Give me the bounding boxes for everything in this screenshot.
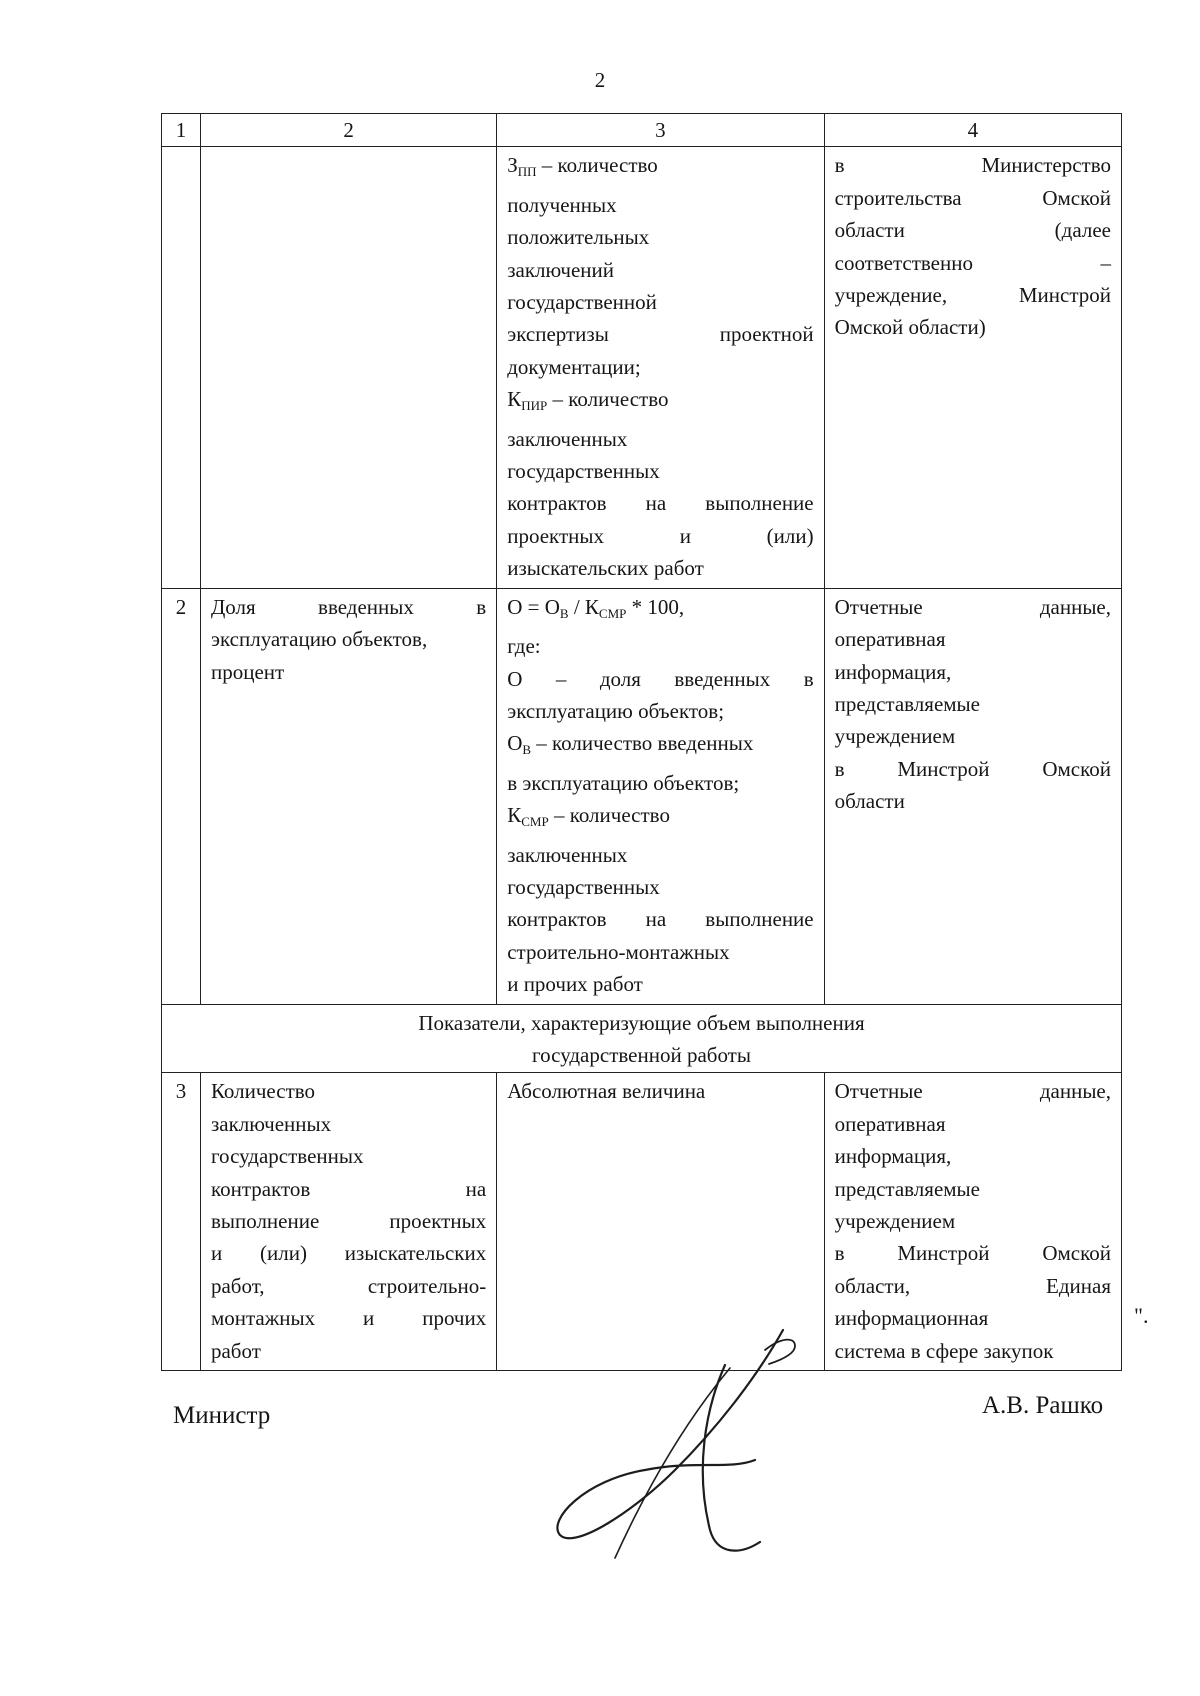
page-number: 2 — [594, 68, 606, 92]
table-row-2 — [162, 588, 1122, 1004]
text-line: в Минстрой Омской — [834, 756, 1111, 781]
row1-indicator-cell — [200, 147, 496, 588]
row3-num-cell: 3 — [162, 1073, 201, 1371]
text-line: учреждением — [834, 724, 956, 749]
text-line: в Минстрой Омской — [834, 1241, 1111, 1266]
formula-subscript: В — [559, 605, 569, 621]
row3-formula-cell: Абсолютная величина — [497, 1073, 824, 1371]
text-line: эксплуатацию объектов; — [507, 698, 725, 723]
row2-num-cell: 2 — [162, 588, 201, 1004]
row3-indicator-cell — [200, 1073, 496, 1371]
text-line: экспертизы проектной — [507, 322, 814, 347]
text-line: заключенных — [210, 1111, 332, 1136]
text-line: контрактов на — [210, 1176, 487, 1201]
formula-subscript: СМР — [598, 605, 627, 621]
text-line: эксплуатацию объектов, — [210, 627, 428, 652]
header-cell-4: 4 — [824, 114, 1121, 147]
text-line: проектных и (или) — [507, 523, 814, 548]
text-line: работ, строительно- — [210, 1273, 487, 1298]
formula-line — [507, 591, 813, 630]
indicators-table — [161, 113, 1122, 1371]
table-header-row — [162, 114, 1122, 147]
text-line: работ — [210, 1338, 261, 1363]
section-heading — [162, 1004, 1122, 1073]
row1-formula-cell — [497, 147, 824, 588]
text-line: представляемые — [834, 691, 980, 716]
section-title-line: государственной работы — [532, 1042, 751, 1067]
handwritten-signature — [555, 1320, 835, 1580]
row3-source-cell — [824, 1073, 1121, 1371]
text-line: государственных — [507, 874, 660, 899]
text-line: количество — [557, 153, 658, 178]
text-line: Доля введенных в — [210, 594, 487, 619]
ob-symbol: О — [507, 731, 523, 756]
row2-formula-cell — [497, 588, 824, 1004]
header-cell-2: 2 — [200, 114, 496, 147]
text-line: области — [834, 789, 905, 814]
text-line: и (или) изыскательских — [210, 1241, 487, 1266]
text-line: и прочих работ — [507, 972, 643, 997]
section-title-line: Показатели, характеризующие объем выполнения — [418, 1010, 865, 1035]
header-cell-3: 3 — [497, 114, 824, 147]
text-line: документации; — [507, 354, 641, 379]
where-label: где: — [507, 634, 541, 659]
text-line: государственных — [507, 459, 660, 484]
text-line: выполнение проектных — [210, 1209, 487, 1233]
formula-part: * 100, — [626, 594, 685, 619]
signer-name: А.В. Рашко — [982, 1392, 1104, 1419]
zpp-subscript: ПП — [517, 164, 537, 180]
ksmr-subscript: СМР — [521, 814, 549, 830]
text-line: система в сфере закупок — [834, 1338, 1054, 1363]
row1-source-cell — [824, 147, 1121, 588]
text-line: процент — [210, 659, 285, 684]
closing-quote: ". — [1134, 1303, 1149, 1328]
text-line: Омской области) — [834, 315, 986, 340]
table-row-1-continued — [162, 147, 1122, 588]
text-line: заключенных — [507, 842, 628, 867]
text-line: изыскательских работ — [507, 556, 704, 581]
zpp-definition: $З_{ПП}$ – количество — [507, 153, 658, 180]
kpir-symbol: К — [507, 387, 522, 412]
text-line: монтажных и прочих — [210, 1306, 487, 1331]
text-line: положительных — [507, 225, 650, 250]
text-line: учреждением — [834, 1209, 956, 1233]
text-line: государственной — [507, 290, 657, 315]
row2-source-cell — [824, 588, 1121, 1004]
formula-part: О = О — [507, 594, 560, 619]
text-line: в Министерство — [834, 153, 1111, 178]
text-line: количество — [568, 387, 669, 412]
ksmr-symbol: К — [507, 803, 522, 828]
text-line: области (далее — [834, 218, 1111, 243]
text-line: Количество — [210, 1079, 316, 1104]
text-line: Отчетные данные, — [834, 1079, 1111, 1104]
text-line: учреждение, Минстрой — [834, 283, 1111, 308]
text-line: полученных — [507, 192, 617, 217]
row1-num-cell — [162, 147, 201, 588]
header-cell-1: 1 — [162, 114, 201, 147]
kpir-subscript: ПИР — [521, 398, 548, 414]
formula-part: / К — [568, 594, 599, 619]
ob-definition: $О_В$ – количество введенных — [507, 731, 754, 758]
section-heading-row — [162, 1004, 1122, 1073]
text-line: количество — [569, 803, 670, 828]
text-line: строительства Омской — [834, 185, 1111, 210]
text-line: строительно-монтажных — [507, 939, 730, 964]
text-line: количество введенных — [552, 731, 754, 756]
text-line: в эксплуатацию объектов; — [507, 770, 740, 795]
ksmr-definition: $К_{СМР}$ – количество — [507, 803, 670, 830]
text-line: оперативная — [834, 1111, 946, 1136]
text-line: соответственно – — [834, 250, 1111, 275]
kpir-definition: $К_{ПИР}$ – количество — [507, 387, 669, 414]
text-line: представляемые — [834, 1176, 980, 1201]
text-line: О – доля введенных в — [507, 666, 814, 691]
row2-indicator-cell — [200, 588, 496, 1004]
text-line: информационная — [834, 1306, 989, 1331]
text-line: информация, — [834, 659, 952, 684]
text-line: области, Единая — [834, 1273, 1111, 1298]
text-line: оперативная — [834, 627, 946, 652]
text-line: заключенных — [507, 426, 628, 451]
signer-title: Министр — [173, 1402, 271, 1429]
text-line: заключений — [507, 257, 614, 282]
text-line: государственных — [210, 1144, 364, 1169]
text-line: контрактов на выполнение — [507, 491, 814, 516]
ob-subscript: В — [522, 742, 532, 758]
text-line: информация, — [834, 1144, 952, 1169]
text-line: Отчетные данные, — [834, 594, 1111, 619]
zpp-symbol: З — [507, 153, 518, 178]
text-line: контрактов на выполнение — [507, 907, 814, 932]
